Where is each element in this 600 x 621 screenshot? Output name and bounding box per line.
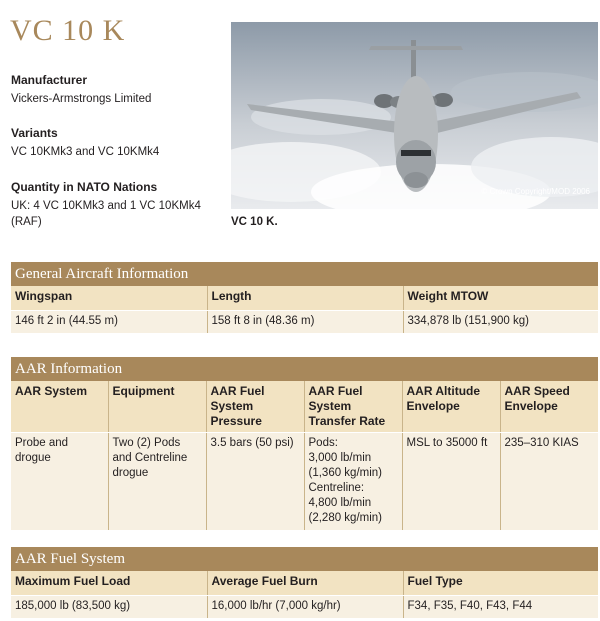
altitude-value: MSL to 35000 ft bbox=[402, 433, 500, 530]
speed-header: AAR Speed Envelope bbox=[500, 381, 598, 433]
page-title: VC 10 K bbox=[10, 14, 126, 47]
manufacturer-value: Vickers-Armstrongs Limited bbox=[11, 93, 152, 105]
length-header: Length bbox=[207, 286, 403, 310]
photo-caption: VC 10 K. bbox=[231, 216, 278, 228]
quantity-block bbox=[11, 179, 226, 230]
general-table bbox=[11, 286, 598, 333]
photo-copyright: © Crown Copyright/MOD 2006 bbox=[481, 187, 590, 196]
transfer-line: 4,800 lb/min bbox=[308, 497, 372, 509]
max-fuel-header: Maximum Fuel Load bbox=[11, 571, 207, 595]
manufacturer-block bbox=[11, 72, 226, 107]
fuel-header: AAR Fuel System bbox=[11, 547, 598, 571]
wingspan-header: Wingspan bbox=[11, 286, 207, 310]
aar-system-value: Probe and drogue bbox=[11, 433, 108, 530]
aar-header: AAR Information bbox=[11, 357, 598, 381]
transfer-rate-value bbox=[304, 433, 402, 530]
wingspan-value: 146 ft 2 in (44.55 m) bbox=[11, 310, 207, 333]
speed-value: 235–310 KIAS bbox=[500, 433, 598, 530]
altitude-header: AAR Altitude Envelope bbox=[402, 381, 500, 433]
weight-value: 334,878 lb (151,900 kg) bbox=[403, 310, 598, 333]
aar-section bbox=[11, 357, 598, 530]
transfer-line: (1,360 kg/min) bbox=[308, 467, 383, 479]
fuel-section bbox=[11, 547, 598, 618]
variants-block bbox=[11, 125, 226, 160]
aircraft-illustration bbox=[231, 22, 598, 209]
max-fuel-value: 185,000 lb (83,500 kg) bbox=[11, 595, 207, 618]
transfer-rate-header: AAR Fuel System Transfer Rate bbox=[304, 381, 402, 433]
variants-label: Variants bbox=[11, 126, 58, 140]
transfer-line: Pods: bbox=[308, 437, 338, 449]
general-section bbox=[11, 262, 598, 333]
fuel-type-header: Fuel Type bbox=[403, 571, 598, 595]
pressure-value: 3.5 bars (50 psi) bbox=[206, 433, 304, 530]
quantity-value: UK: 4 VC 10KMk3 and 1 VC 10KMk4 (RAF) bbox=[11, 200, 201, 228]
transfer-line: (2,280 kg/min) bbox=[308, 512, 383, 524]
fuel-table bbox=[11, 571, 598, 618]
avg-burn-header: Average Fuel Burn bbox=[207, 571, 403, 595]
variants-value: VC 10KMk3 and VC 10KMk4 bbox=[11, 146, 160, 158]
equipment-value: Two (2) Pods and Centreline drogue bbox=[108, 433, 206, 530]
aircraft-photo bbox=[231, 22, 598, 209]
fuel-type-value: F34, F35, F40, F43, F44 bbox=[403, 595, 598, 618]
quantity-label: Quantity in NATO Nations bbox=[11, 180, 158, 194]
aar-table bbox=[11, 381, 598, 530]
avg-burn-value: 16,000 lb/hr (7,000 kg/hr) bbox=[207, 595, 403, 618]
transfer-line: 3,000 lb/min bbox=[308, 452, 372, 464]
manufacturer-label: Manufacturer bbox=[11, 73, 88, 87]
aar-system-header: AAR System bbox=[11, 381, 108, 433]
transfer-line: Centreline: bbox=[308, 482, 365, 494]
pressure-header: AAR Fuel System Pressure bbox=[206, 381, 304, 433]
weight-header: Weight MTOW bbox=[403, 286, 598, 310]
general-header: General Aircraft Information bbox=[11, 262, 598, 286]
equipment-header: Equipment bbox=[108, 381, 206, 433]
length-value: 158 ft 8 in (48.36 m) bbox=[207, 310, 403, 333]
